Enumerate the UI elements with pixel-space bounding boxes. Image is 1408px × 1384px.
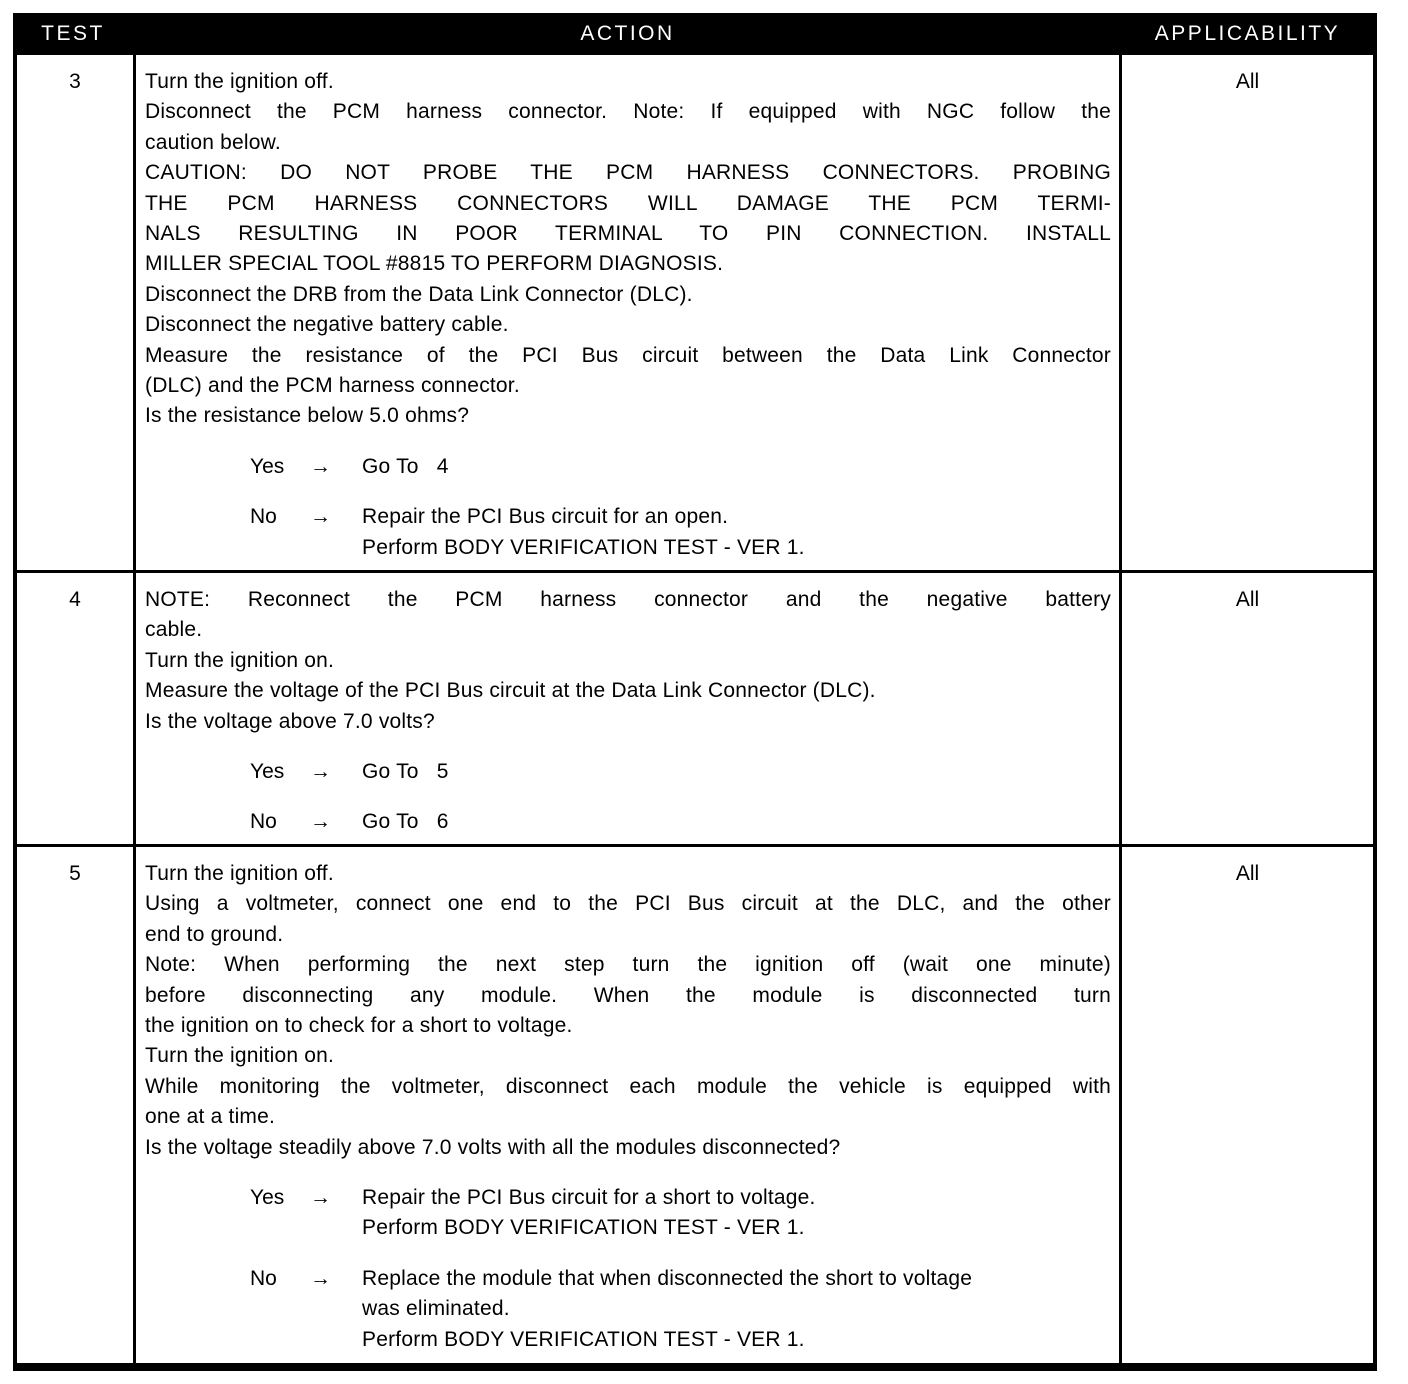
action-line: Turn the ignition off. xyxy=(145,70,334,93)
applicability-cell-test-3 xyxy=(1122,55,1373,570)
response-yes xyxy=(250,1183,1111,1244)
action-line: Disconnect the negative battery cable. xyxy=(145,313,509,337)
action-line: end to ground. xyxy=(145,922,284,946)
arrow-icon: → xyxy=(310,1266,331,1290)
response-label: No xyxy=(250,505,277,529)
test-number: 3 xyxy=(69,70,81,93)
response-text: Perform BODY VERIFICATION TEST - VER 1. xyxy=(362,535,805,559)
action-line: Using a voltmeter, connect one end to the PCI Bus circuit at the DLC, and the other xyxy=(145,892,1111,916)
response-no xyxy=(250,807,1111,837)
action-line: Measure the resistance of the PCI Bus circuit between the Data Link Connector xyxy=(145,343,1111,367)
question-line: Is the resistance below 5.0 ohms? xyxy=(145,404,470,428)
response-label: No xyxy=(250,1266,277,1290)
caution-line: MILLER SPECIAL TOOL #8815 TO PERFORM DIAGNOSIS. xyxy=(145,252,724,276)
action-line: Measure the voltage of the PCI Bus circuit at the Data Link Connector (DLC). xyxy=(145,679,876,703)
question-line: Is the voltage steadily above 7.0 volts with all the modules disconnected? xyxy=(145,1135,841,1159)
arrow-icon: → xyxy=(310,505,331,529)
caution-line: CAUTION: DO NOT PROBE THE PCM HARNESS CONNECTORS. PROBING xyxy=(145,161,1111,185)
test-number: 4 xyxy=(69,588,81,611)
arrow-icon: → xyxy=(310,1186,331,1210)
note-line: the ignition on to check for a short to voltage. xyxy=(145,1014,573,1038)
test-number-4 xyxy=(17,573,133,844)
response-label: Yes xyxy=(250,1186,285,1210)
test-number-5 xyxy=(17,847,133,1363)
action-cell-test-5 xyxy=(136,847,1119,1363)
response-no xyxy=(250,502,1111,563)
response-text: Perform BODY VERIFICATION TEST - VER 1. xyxy=(362,1216,805,1240)
arrow-icon: → xyxy=(310,810,331,834)
action-cell-test-3 xyxy=(136,55,1119,570)
note-line: NOTE: Reconnect the PCM harness connector and the negative battery xyxy=(145,588,1111,611)
response-yes xyxy=(250,757,1111,787)
action-line: Turn the ignition on. xyxy=(145,1044,335,1068)
applicability-cell-test-4 xyxy=(1122,573,1373,844)
header-applicability: APPLICABILITY xyxy=(1154,22,1341,45)
applicability-value: All xyxy=(1235,70,1260,93)
header-action: ACTION xyxy=(580,22,675,45)
response-label: Yes xyxy=(250,760,285,784)
action-line: Disconnect the DRB from the Data Link Connector (DLC). xyxy=(145,282,693,306)
response-label: Yes xyxy=(250,454,285,478)
arrow-icon: → xyxy=(310,760,331,784)
response-label: No xyxy=(250,810,277,834)
response-no xyxy=(250,1264,1111,1355)
test-number-3 xyxy=(17,55,133,570)
action-line: Turn the ignition on. xyxy=(145,648,335,672)
header-test: TEST xyxy=(41,22,105,45)
action-line: caution below. xyxy=(145,130,281,154)
response-text: Repair the PCI Bus circuit for a short to voltage. xyxy=(362,1186,816,1210)
response-yes xyxy=(250,452,1111,482)
note-line: before disconnecting any module. When the module is disconnected turn xyxy=(145,983,1111,1007)
response-text: Go To 6 xyxy=(362,810,449,834)
caution-line: NALS RESULTING IN POOR TERMINAL TO PIN CONNECTION. INSTALL xyxy=(145,222,1111,246)
note-line: Note: When performing the next step turn the ignition off (wait one minute) xyxy=(145,953,1111,977)
response-text: was eliminated. xyxy=(362,1297,510,1321)
test-number: 5 xyxy=(69,862,81,885)
note-line: cable. xyxy=(145,618,203,642)
response-text: Repair the PCI Bus circuit for an open. xyxy=(362,505,729,529)
diagnostic-test-table xyxy=(13,13,1377,1371)
question-line: Is the voltage above 7.0 volts? xyxy=(145,709,435,733)
applicability-cell-test-5 xyxy=(1122,847,1373,1363)
response-text: Replace the module that when disconnected the short to voltage xyxy=(362,1266,973,1290)
action-line: one at a time. xyxy=(145,1105,276,1129)
applicability-value: All xyxy=(1235,862,1260,885)
action-line: While monitoring the voltmeter, disconnect each module the vehicle is equipped with xyxy=(145,1074,1111,1098)
action-line: Turn the ignition off. xyxy=(145,862,334,885)
arrow-icon: → xyxy=(310,454,331,478)
caution-line: THE PCM HARNESS CONNECTORS WILL DAMAGE THE PCM TERMI- xyxy=(145,191,1111,215)
response-text: Go To 5 xyxy=(362,760,449,784)
response-text: Go To 4 xyxy=(362,454,449,478)
action-line: (DLC) and the PCM harness connector. xyxy=(145,374,520,398)
action-line: Disconnect the PCM harness connector. Note: If equipped with NGC follow the xyxy=(145,100,1111,124)
action-cell-test-4 xyxy=(136,573,1119,844)
response-text: Perform BODY VERIFICATION TEST - VER 1. xyxy=(362,1327,805,1351)
applicability-value: All xyxy=(1235,588,1260,611)
